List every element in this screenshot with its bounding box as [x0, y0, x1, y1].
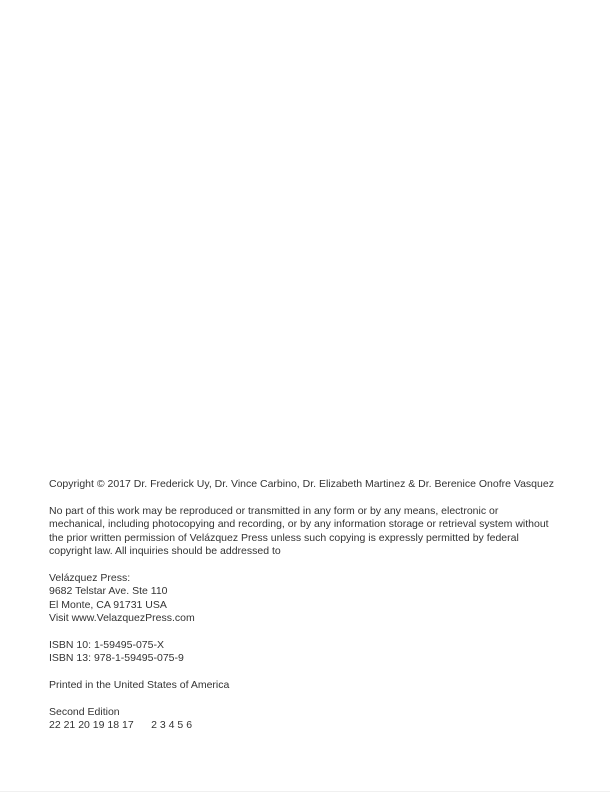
isbn-10: ISBN 10: 1-59495-075-X: [49, 638, 164, 651]
rights-statement-line: mechanical, including photocopying and recording, or by any information storage or retrieval system without: [49, 518, 549, 531]
rights-statement-line: copyright law. All inquiries should be addressed to: [49, 545, 281, 558]
copyright-notice: Copyright © 2017 Dr. Frederick Uy, Dr. Vince Carbino, Dr. Elizabeth Martinez & Dr. Berenice Onofre Vasquez: [49, 478, 554, 490]
rights-statement-block: [49, 505, 576, 559]
rights-statement-line: the prior written permission of Velázquez Press unless such copying is expressly permitted by federal: [49, 531, 519, 544]
edition-block: [49, 706, 576, 733]
rights-statement-line: No part of this work may be reproduced or transmitted in any form or by any means, electronic or: [49, 504, 499, 517]
isbn-13: ISBN 13: 978-1-59495-075-9: [49, 652, 184, 665]
publisher-website: Visit www.VelazquezPress.com: [49, 612, 195, 625]
printing-location-block: [49, 679, 576, 692]
edition-label: Second Edition: [49, 705, 120, 718]
printed-in-country: Printed in the United States of America: [49, 679, 230, 692]
publisher-name: Velázquez Press:: [49, 571, 131, 584]
publisher-address-block: [49, 572, 576, 626]
isbn-block: [49, 639, 576, 666]
printers-key: 22 21 20 19 18 17 2 3 4 5 6: [49, 719, 193, 732]
publisher-city-state-zip: El Monte, CA 91731 USA: [49, 598, 167, 611]
copyright-notice-block: [49, 478, 576, 491]
publisher-street: 9682 Telstar Ave. Ste 110: [49, 585, 168, 598]
copyright-content-block: [49, 478, 576, 733]
